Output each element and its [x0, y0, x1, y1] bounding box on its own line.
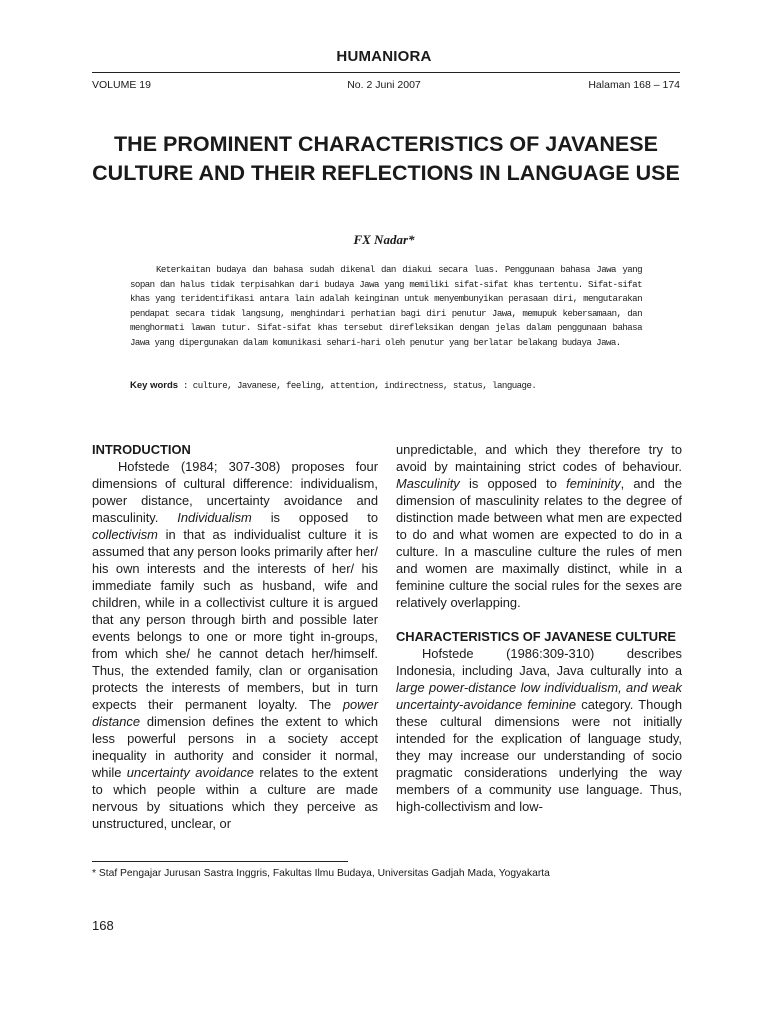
characteristics-paragraph-1 [396, 645, 682, 815]
volume-label: VOLUME 19 [92, 79, 151, 91]
italic-term: Masculinity [396, 476, 460, 491]
text-run: Hofstede (1984; 307-308) proposes four dimensions of cultural difference: individualism, power distance, uncertainty avoidance and masculinity. [92, 459, 378, 525]
text-run: in that as individualist culture it is assumed that any person looks primarily after her/ his own interests and the interests of her/ his immediate family such as husband, wife and children, while in a collectivist culture it is argued that any person through birth and possible later events belongs to one or more tight in-groups, from which she/ he cannot detach her/himself. Thus, the extended family, clan or organisation protects the interests of members, but in turn expects their permanent loyalty. The [92, 527, 378, 712]
header-rule [92, 72, 680, 73]
text-run: , and the dimension of masculinity relates to the degree of distinction made between what men are expected to do and what women are expected to do in a culture. In a masculine culture the rules of men and women are maximally distinct, while in a feminine culture the social rules for the sexes are relatively overlapping. [396, 476, 682, 610]
text-run: Hofstede (1986:309-310) describes Indonesia, including Java, Java culturally into a [396, 646, 682, 678]
text-run: is opposed to [459, 476, 567, 491]
footnote-rule [92, 861, 348, 862]
issue-label: No. 2 Juni 2007 [347, 79, 421, 91]
right-column [396, 441, 682, 815]
keywords-text: culture, Javanese, feeling, attention, indirectness, status, language. [192, 380, 537, 391]
italic-term: collectivism [92, 527, 158, 542]
text-run: dimension defines the extent to which less powerful persons in a society accept inequality in authority and consider it normal, while [92, 714, 378, 780]
page-number: 168 [92, 918, 114, 933]
keywords-label: Key words [130, 380, 179, 391]
footnote: * Staf Pengajar Jurusan Sastra Inggris, Fakultas Ilmu Budaya, Universitas Gadjah Mada, Yogyakarta [92, 868, 550, 879]
text-run: is opposed to [251, 510, 378, 525]
intro-paragraph-1-continued [396, 441, 682, 611]
text-run: relates to the extent to which people within a culture are made nervous by situations which they perceive as unstructured, unclear, or [92, 765, 378, 831]
italic-term: large power-distance low individualism, and weak uncertainty-avoidance feminine [396, 680, 682, 712]
article-title: THE PROMINENT CHARACTERISTICS OF JAVANESE CULTURE AND THEIR REFLECTIONS IN LANGUAGE USE [92, 132, 680, 185]
italic-term: power distance [92, 697, 378, 729]
section-heading-characteristics: CHARACTERISTICS OF JAVANESE CULTURE [396, 629, 677, 644]
abstract: Keterkaitan budaya dan bahasa sudah dikenal dan diakui secara luas. Penggunaan bahasa Jawa yang sopan dan halus tidak terpisahkan dari budaya Jawa yang memiliki sifat-sifat khas tertentu. Sifat-sifat khas yang teridentifikasi antara lain adalah keinginan untuk menyembunyikan perasaan diri, mengutarakan pendapat secara tidak langsung, menghindari perhatian bagi diri penutur Jawa, memupuk kebersamaan, dan menghormati lawan tutur. Sifat-sifat khas tersebut direfleksikan dengan jelas dalam penggunaan bahasa Jawa yang dipergunakan dalam komunikasi sehari-hari oleh penutur yang berlatar belakang budaya Jawa. [130, 264, 642, 348]
italic-term: femininity [566, 476, 621, 491]
text-run: unpredictable, and which they therefore try to avoid by maintaining strict codes of behaviour. [396, 442, 682, 474]
page-range-label: Halaman 168 – 174 [588, 79, 680, 91]
italic-term: Individualism [177, 510, 252, 525]
keywords-separator: : [178, 380, 193, 391]
text-run: category. Though these cultural dimensions were not initially intended for the explication of language study, they may increase our understanding of socio pragmatic considerations underlying the way members of a community use language. Thus, high-collectivism and low- [396, 697, 682, 814]
intro-paragraph-1 [92, 458, 378, 832]
author-name: FX Nadar* [353, 232, 415, 247]
left-column [92, 441, 378, 832]
journal-name: HUMANIORA [336, 48, 432, 65]
keywords [130, 380, 650, 391]
italic-term: uncertainty avoidance [126, 765, 254, 780]
section-heading-introduction: INTRODUCTION [92, 442, 191, 457]
